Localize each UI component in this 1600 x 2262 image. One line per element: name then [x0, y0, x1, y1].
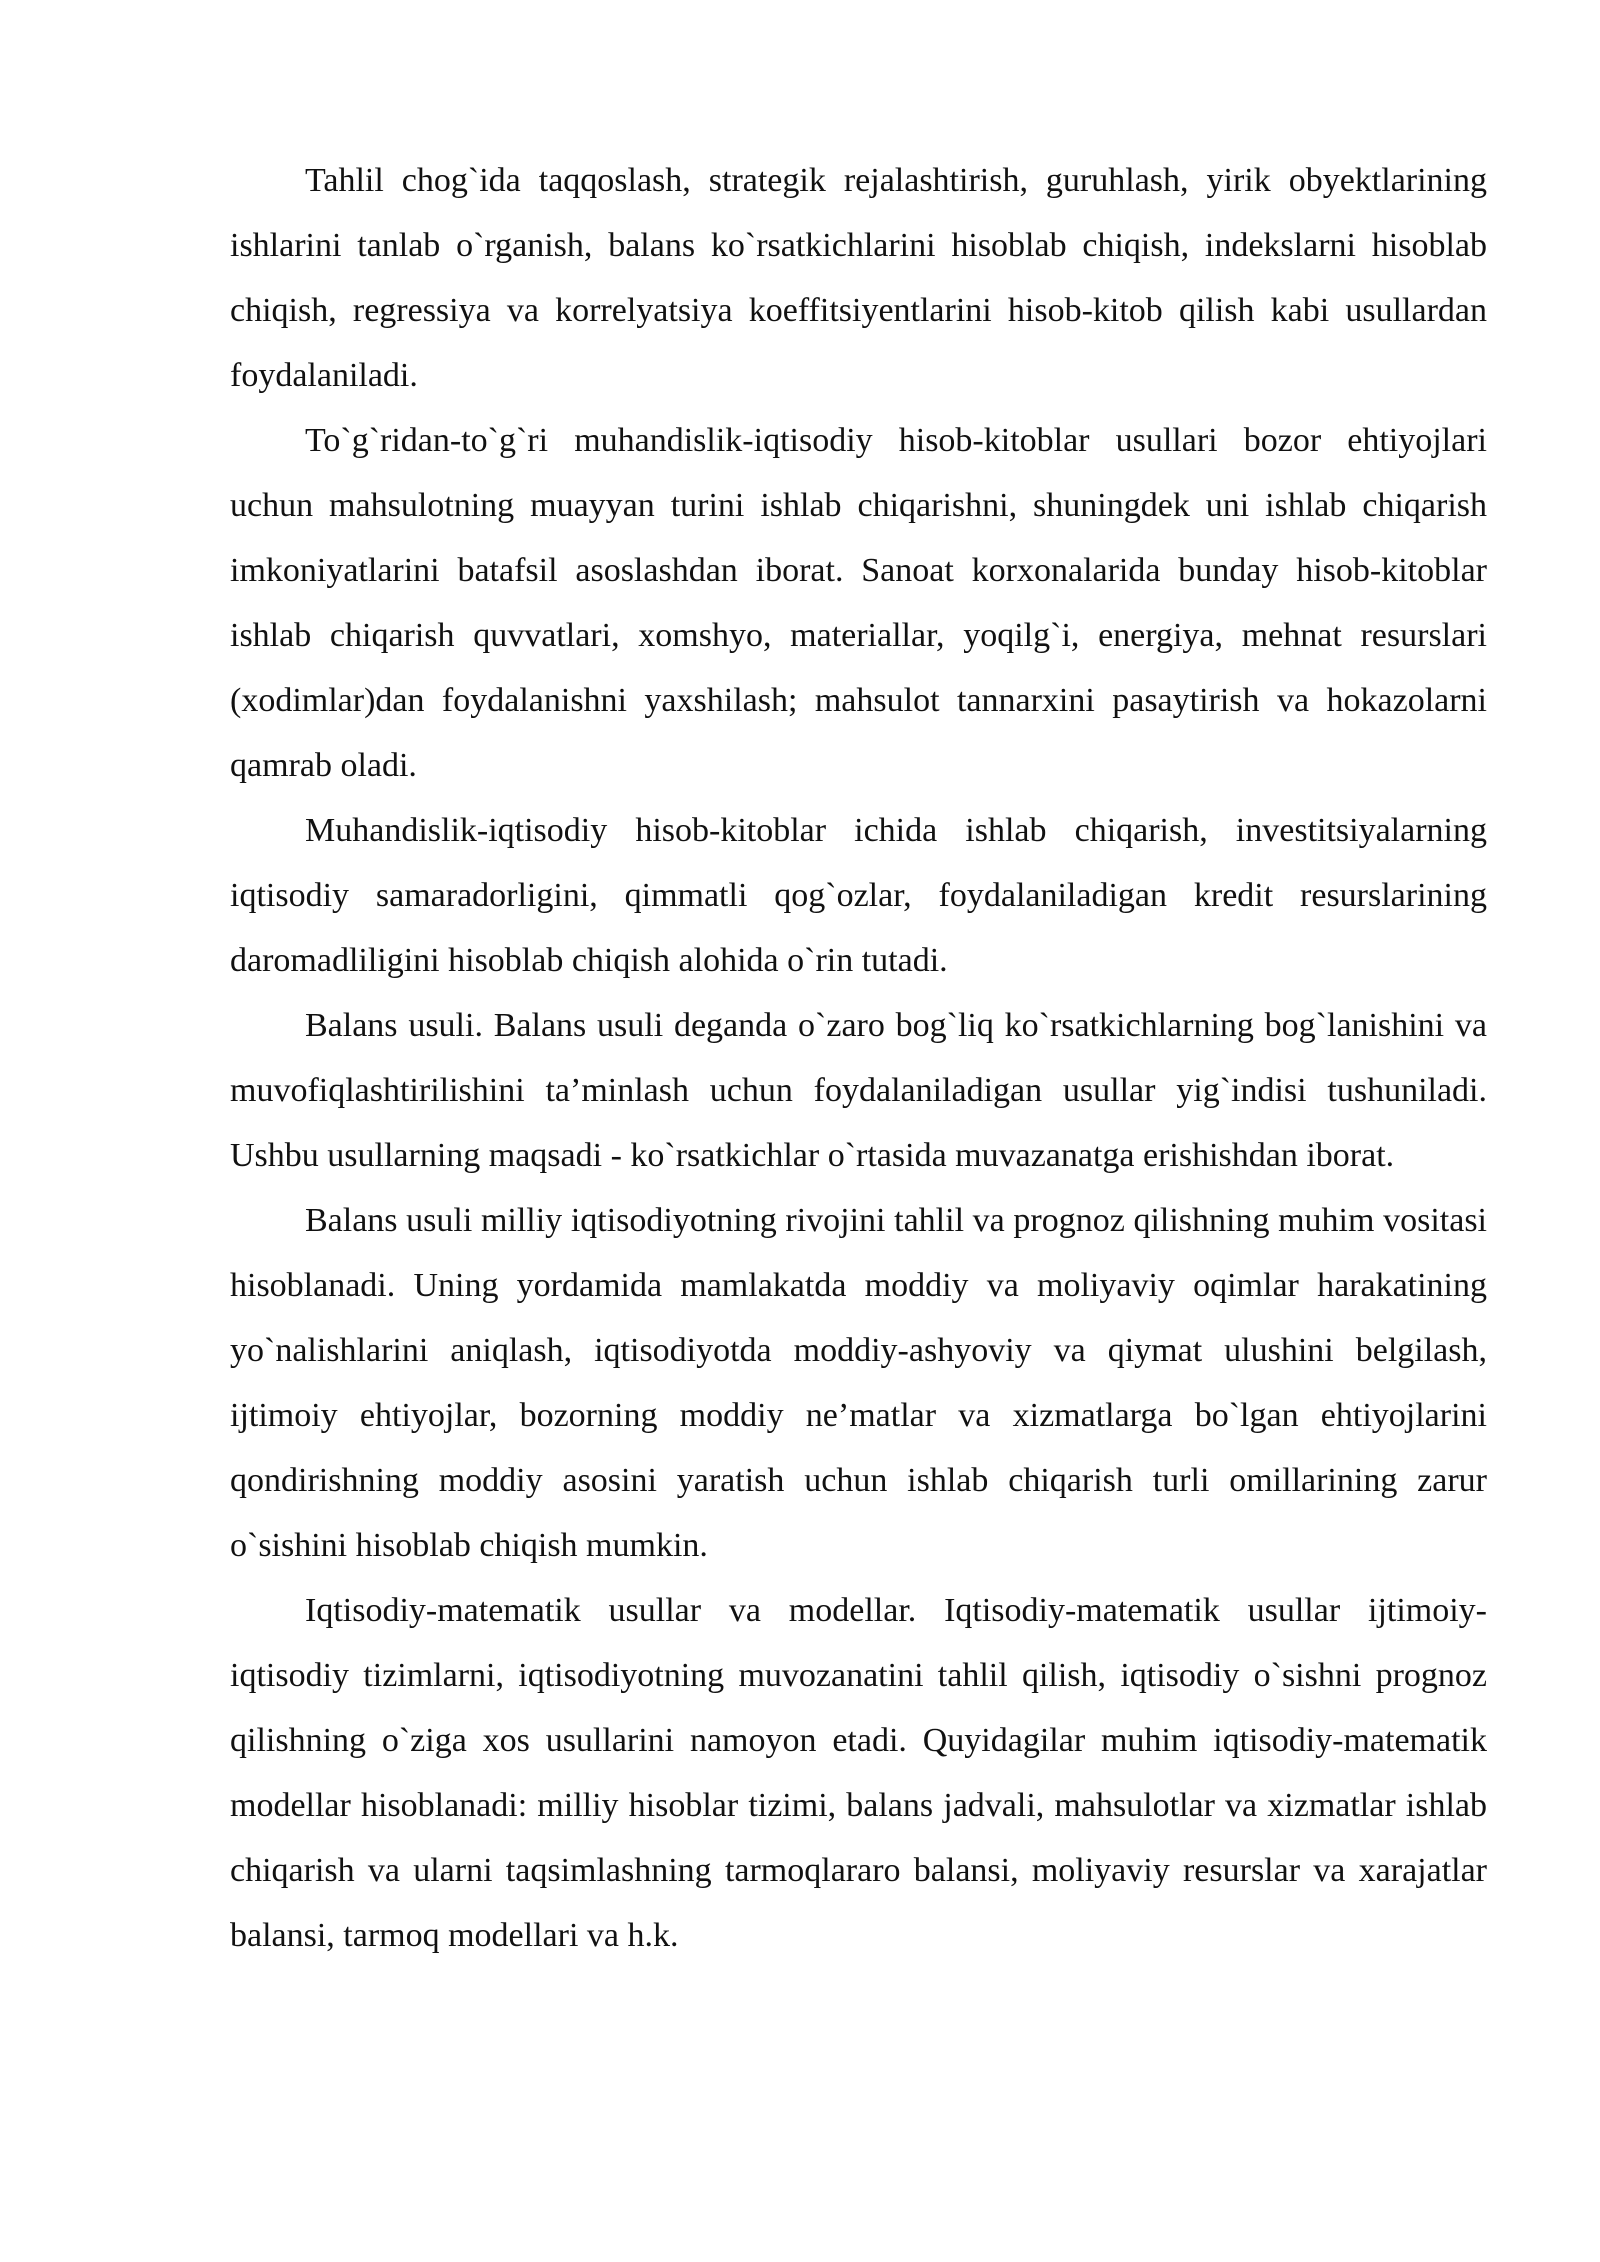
paragraph-engineering-calculations: To`g`ridan-to`g`ri muhandislik-iqtisodiy hisob-kitoblar usullari bozor ehtiyojlari uchun mahsulotning muayyan turini ishlab chiqarishni, shuningdek uni ishlab chiqarish imkoniyatlarini batafsil asoslashdan iborat. Sanoat korxonalarida bunday hisob-kitoblar ishlab chiqarish quvvatlari, xomshyo, materiallar, yoqilg`i, energiya, mehnat resurslari (xodimlar)dan foydalanishni yaxshilash; mahsulot tannarxini pasaytirish va hokazolarni qamrab oladi. [230, 422, 1487, 784]
document-body [230, 148, 1487, 1968]
paragraph-investment-efficiency: Muhandislik-iqtisodiy hisob-kitoblar ichida ishlab chiqarish, investitsiyalarning iqtisodiy samaradorligini, qimmatli qog`ozlar, foydalaniladigan kredit resurslarining daromadliligini hisoblab chiqish alohida o`rin tutadi. [230, 812, 1487, 979]
paragraph-balance-method: Balans usuli. Balans usuli deganda o`zaro bog`liq ko`rsatkichlarning bog`lanishini va muvofiqlashtirilishini ta’minlash uchun foydalaniladigan usullar yig`indisi tushuniladi. Ushbu usullarning maqsadi - ko`rsatkichlar o`rtasida muvazanatga erishishdan iborat. [230, 1007, 1487, 1174]
paragraph-economic-models: Iqtisodiy-matematik usullar va modellar. Iqtisodiy-matematik usullar ijtimoiy-iqtisodiy tizimlarni, iqtisodiyotning muvozanatini tahlil qilish, iqtisodiy o`sishni prognoz qilishning o`ziga xos usullarini namoyon etadi. Quyidagilar muhim iqtisodiy-matematik modellar hisoblanadi: milliy hisoblar tizimi, balans jadvali, mahsulotlar va xizmatlar ishlab chiqarish va ularni taqsimlashning tarmoqlararo balansi, moliyaviy resurslar va xarajatlar balansi, tarmoq modellari va h.k. [230, 1592, 1487, 1954]
paragraph-balance-analysis: Balans usuli milliy iqtisodiyotning rivojini tahlil va prognoz qilishning muhim vositasi hisoblanadi. Uning yordamida mamlakatda moddiy va moliyaviy oqimlar harakatining yo`nalishlarini aniqlash, iqtisodiyotda moddiy-ashyoviy va qiymat ulushini belgilash, ijtimoiy ehtiyojlar, bozorning moddiy ne’matlar va xizmatlarga bo`lgan ehtiyojlarini qondirishning moddiy asosini yaratish uchun ishlab chiqarish turli omillarining zarur o`sishini hisoblab chiqish mumkin. [230, 1202, 1487, 1564]
paragraph-analysis-methods: Tahlil chog`ida taqqoslash, strategik rejalashtirish, guruhlash, yirik obyektlarining ishlarini tanlab o`rganish, balans ko`rsatkichlarini hisoblab chiqish, indekslarni hisoblab chiqish, regressiya va korrelyatsiya koeffitsiyentlarini hisob-kitob qilish kabi usullardan foydalaniladi. [230, 162, 1487, 394]
